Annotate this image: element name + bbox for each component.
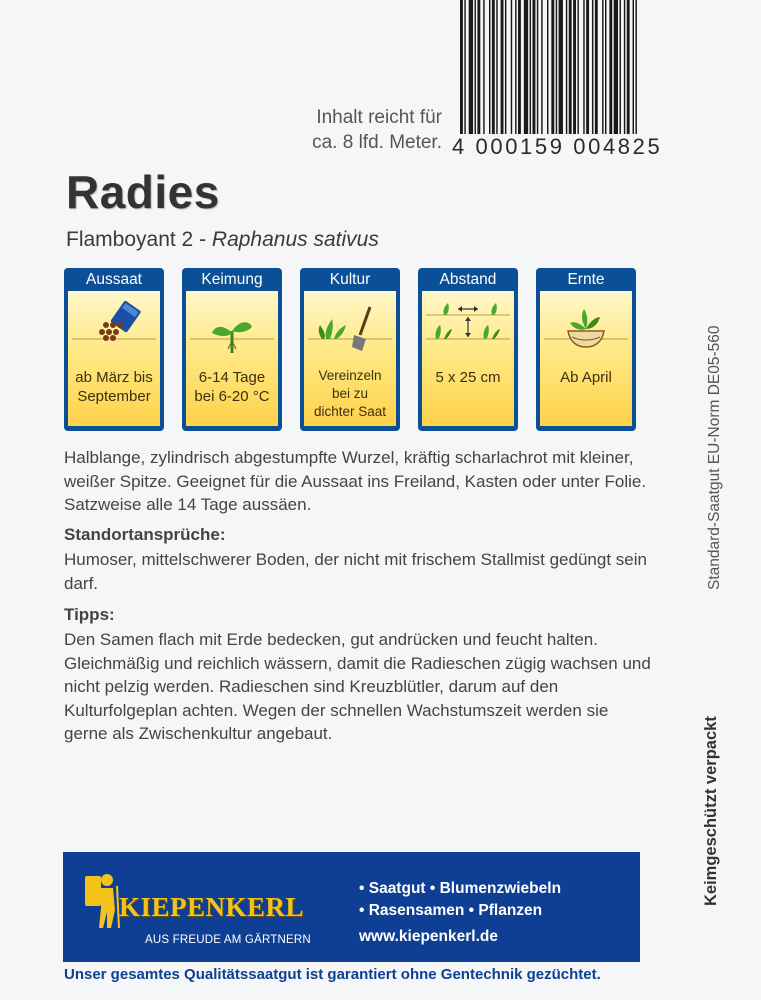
barcode <box>458 0 696 134</box>
card-text-line: 5 x 25 cm <box>435 369 501 386</box>
variety-name: Flamboyant 2 - <box>66 228 212 251</box>
card-text-line: ab März bis <box>75 369 153 386</box>
latin-name: Raphanus sativus <box>211 228 379 251</box>
location-text: Humoser, mittelschwerer Boden, der nicht mit frischem Stallmist gedüngt sein darf. <box>64 550 647 593</box>
card-panel <box>304 291 396 426</box>
card-text-line: bei zu <box>331 386 369 401</box>
tips-heading: Tipps: <box>64 605 115 624</box>
card-text-line: dichter Saat <box>313 404 387 419</box>
barcode-digits: 4 000159 004825 <box>452 134 663 159</box>
seedling-icon <box>186 301 278 363</box>
card-abstand <box>418 268 518 431</box>
product-range-line1: • Saatgut • Blumenzwiebeln <box>359 880 562 897</box>
card-panel <box>68 291 160 426</box>
location-heading: Standortansprüche: <box>64 525 226 544</box>
card-text-line: 6-14 Tage <box>198 369 266 386</box>
brand-slogan: AUS FREUDE AM GÄRTNERN <box>145 934 311 946</box>
card-kultur <box>300 268 400 431</box>
content-info-line1: Inhalt reicht für <box>316 107 442 128</box>
side-norm-text: Standard-Saatgut EU-Norm DE05-560 <box>706 325 723 590</box>
card-header: Kultur <box>329 271 371 288</box>
content-info-line2: ca. 8 lfd. Meter. <box>312 132 442 153</box>
tips-text: Den Samen flach mit Erde bedecken, gut andrücken und feucht halten. Gleichmäßig und reichlich wässern, damit die Radieschen zügig wachsen und nicht pelzig werden. Radieschen sind Kreuzblütler, darum auf den Kulturfolgeplan achten. Wegen der schnellen Wachstumszeit werden sie gerne als Zwischenkultur angebaut. <box>64 630 651 743</box>
sowing-icon <box>68 301 160 363</box>
card-text <box>540 368 632 387</box>
card-aussaat <box>64 268 164 431</box>
card-header: Abstand <box>439 271 497 288</box>
card-text <box>186 368 278 406</box>
card-text-line: September <box>77 388 151 405</box>
spade-icon <box>304 301 396 363</box>
card-ernte <box>536 268 636 431</box>
product-range-line2: • Rasensamen • Pflanzen <box>359 902 543 919</box>
card-text-line: Vereinzeln <box>318 368 382 383</box>
card-panel <box>186 291 278 426</box>
spacing-icon <box>422 301 514 363</box>
card-text-line: bei 6-20 °C <box>194 388 270 405</box>
product-title: Radies <box>66 166 220 218</box>
product-description: Halblange, zylindrisch abgestumpfte Wurzel, kräftig scharlachrot mit kleiner, weißer Spitze. Geeignet für die Aussaat ins Freiland, Kasten oder unter Folie. Satzweise alle 14 Tage aussäen. <box>64 448 647 514</box>
gmo-free-statement: Unser gesamtes Qualitätssaatgut ist garantiert ohne Gentechnik gezüchtet. <box>64 966 601 983</box>
product-subtitle <box>66 228 379 252</box>
brand-name: KIEPENKERL <box>119 892 305 922</box>
card-text <box>68 368 160 406</box>
card-text <box>304 367 396 421</box>
card-header: Ernte <box>567 271 605 288</box>
side-packed-text: Keimgeschützt verpackt <box>702 716 720 906</box>
content-info <box>262 105 442 155</box>
card-text <box>422 368 514 387</box>
card-panel <box>540 291 632 426</box>
brand-banner <box>63 852 640 962</box>
website-link[interactable]: www.kiepenkerl.de <box>359 928 498 945</box>
card-text-line: Ab April <box>560 369 612 386</box>
card-header: Keimung <box>201 271 263 288</box>
card-keimung <box>182 268 282 431</box>
card-panel <box>422 291 514 426</box>
card-header: Aussaat <box>85 271 142 288</box>
harvest-bowl-icon <box>540 301 632 363</box>
